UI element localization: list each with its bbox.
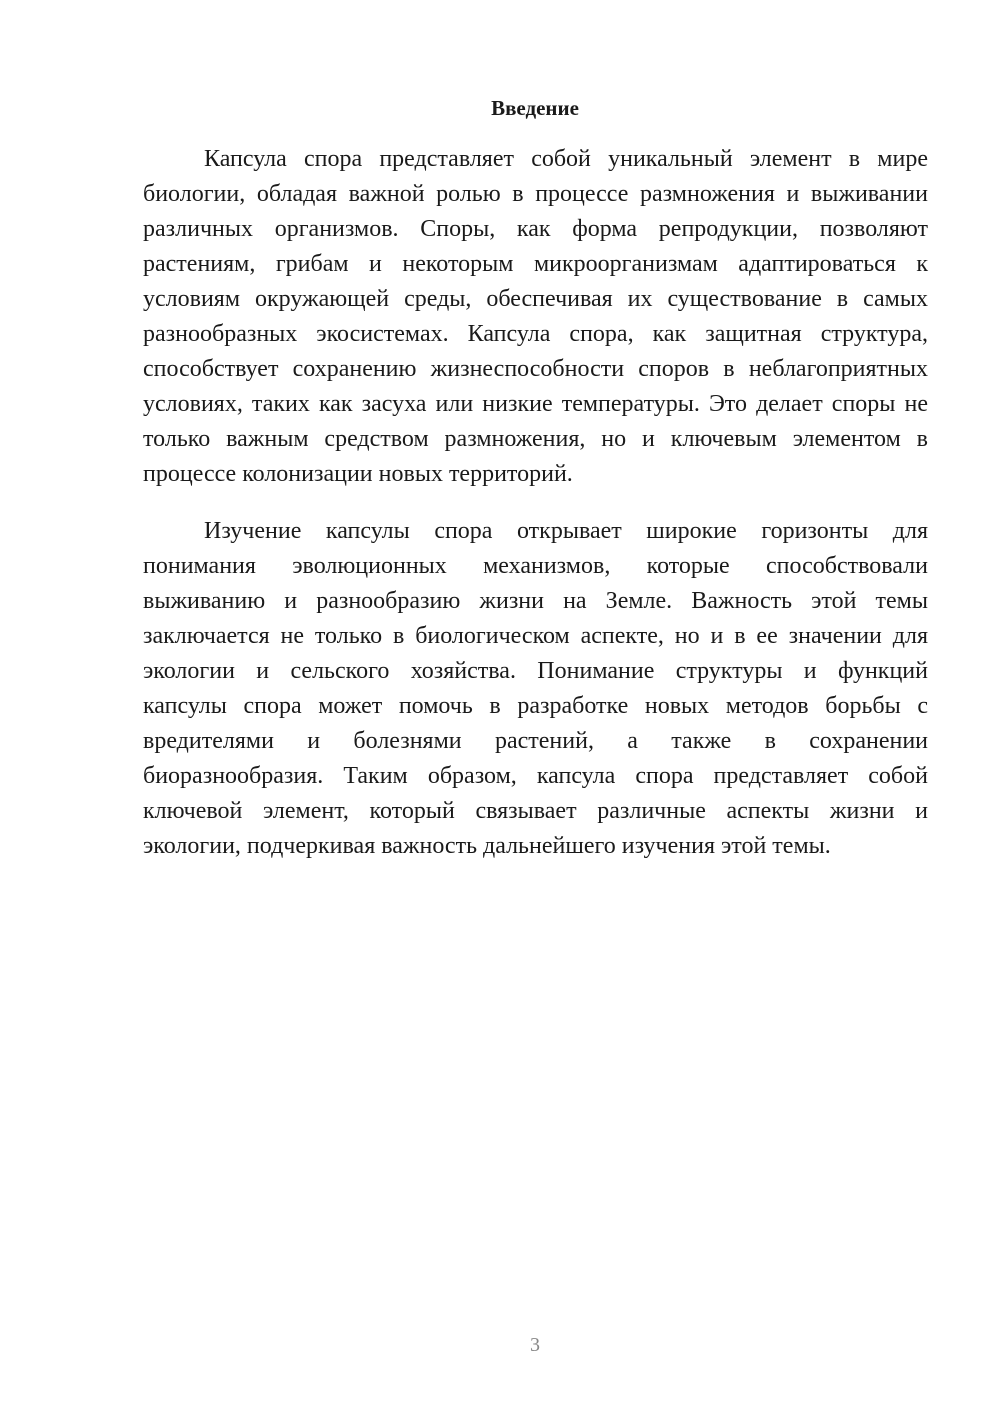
text-line: разнообразных экосистемах. Капсула спора, как защитная структура, [143,321,928,347]
text-line: понимания эволюционных механизмов, которые способствовали [143,553,928,579]
text-line: различных организмов. Споры, как форма репродукции, позволяют [143,216,928,242]
text-line: биоразнообразия. Таким образом, капсула спора представляет собой [143,763,928,789]
text-line: процессе колонизации новых территорий. [143,461,573,487]
text-line: биологии, обладая важной ролью в процессе размножения и выживании [143,181,928,207]
text-line: условиях, таких как засуха или низкие температуры. Это делает споры не [143,391,928,417]
paragraph-1 [143,142,928,492]
text-line: условиям окружающей среды, обеспечивая их существование в самых [143,286,928,312]
page-number: 3 [530,1334,540,1356]
text-line: выживанию и разнообразию жизни на Земле. Важность этой темы [143,588,928,614]
text-line: вредителями и болезнями растений, а также в сохранении [143,728,928,754]
section-title: Введение [491,96,579,120]
text-line: Капсула спора представляет собой уникальный элемент в мире [204,146,928,172]
text-line: экологии, подчеркивая важность дальнейшего изучения этой темы. [143,833,831,859]
text-line: заключается не только в биологическом аспекте, но и в ее значении для [143,623,928,649]
text-line: ключевой элемент, который связывает различные аспекты жизни и [143,798,928,824]
text-line: капсулы спора может помочь в разработке новых методов борьбы с [143,693,928,719]
text-line: Изучение капсулы спора открывает широкие горизонты для [204,518,928,544]
paragraph-2 [143,514,928,864]
text-line: только важным средством размножения, но и ключевым элементом в [143,426,928,452]
text-line: способствует сохранению жизнеспособности споров в неблагоприятных [143,356,928,382]
text-line: растениям, грибам и некоторым микроорганизмам адаптироваться к [143,251,928,277]
text-line: экологии и сельского хозяйства. Понимание структуры и функций [143,658,928,684]
